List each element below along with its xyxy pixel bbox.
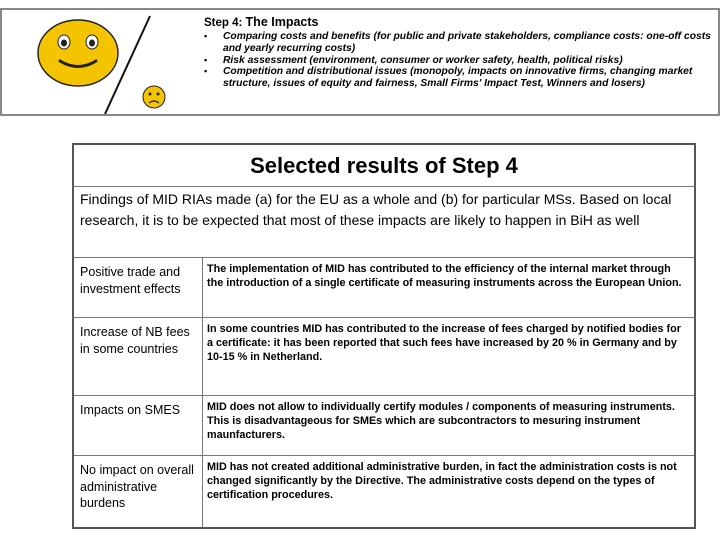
- table-row: [74, 317, 694, 395]
- row-description: MID does not allow to individually certify modules / components of measuring instruments. This is disadvantageous for SMEs which are subcontractors to mesuring instrument maunfacturers.: [207, 401, 675, 441]
- impact-bullet-list: [204, 31, 720, 90]
- column-divider: [202, 396, 203, 455]
- column-divider: [202, 258, 203, 317]
- row-label: Positive trade and investment effects: [80, 265, 181, 296]
- bullet-icon: ▪: [204, 31, 208, 41]
- faces-illustration: [2, 10, 192, 114]
- banner-text: [204, 16, 720, 90]
- bullet-item: ▪ Comparing costs and benefits (for public and private stakeholders, compliance costs: one-off costs and yearly recurring costs): [204, 31, 711, 54]
- step-heading: [204, 16, 720, 29]
- row-description: In some countries MID has contributed to the increase of fees charged by notified bodies for a certificate: it has been reported that such fees have increased by 20 % in Germany and by 10-15 % in Netherland.: [207, 323, 681, 363]
- step-banner: [0, 8, 720, 116]
- column-divider: [202, 318, 203, 395]
- happy-face-icon: [38, 20, 118, 86]
- row-description: MID has not created additional administrative burden, in fact the administration costs is not changed significantly by the Directive. The administrative costs depend on the types of certification procedures.: [207, 461, 677, 501]
- panel-intro: Findings of MID RIAs made (a) for the EU as a whole and (b) for particular MSs. Based on local research, it is to be expected that most of these impacts are likely to happen in BiH as well: [80, 191, 672, 228]
- table-row: [74, 455, 694, 527]
- bullet-item: ▪ Competition and distributional issues (monopoly, impacts on innovative firms, changing market structure, issues of equity and fairness, Small Firms' Impact Test, Winners and losers): [204, 66, 693, 90]
- row-label: No impact on overall administrative burdens: [80, 463, 194, 510]
- sad-face-icon: [143, 86, 165, 108]
- row-description: The implementation of MID has contributed to the efficiency of the internal market through the introduction of a single certificate of measuring instruments across the European Union.: [207, 263, 682, 289]
- bullet-icon: ▪: [204, 54, 208, 65]
- results-panel: [72, 143, 696, 529]
- step-name: The Impacts: [245, 15, 319, 29]
- bullet-icon: ▪: [204, 66, 208, 77]
- row-label: Increase of NB fees in some countries: [80, 325, 190, 356]
- panel-title: Selected results of Step 4: [74, 145, 694, 187]
- row-label: Impacts on SMES: [80, 403, 181, 417]
- table-row: [74, 395, 694, 455]
- step-label: Step 4:: [204, 17, 243, 29]
- bullet-item: ▪ Risk assessment (environment, consumer or worker safety, health, political risks): [204, 54, 623, 66]
- column-divider: [202, 456, 203, 527]
- table-row: [74, 257, 694, 317]
